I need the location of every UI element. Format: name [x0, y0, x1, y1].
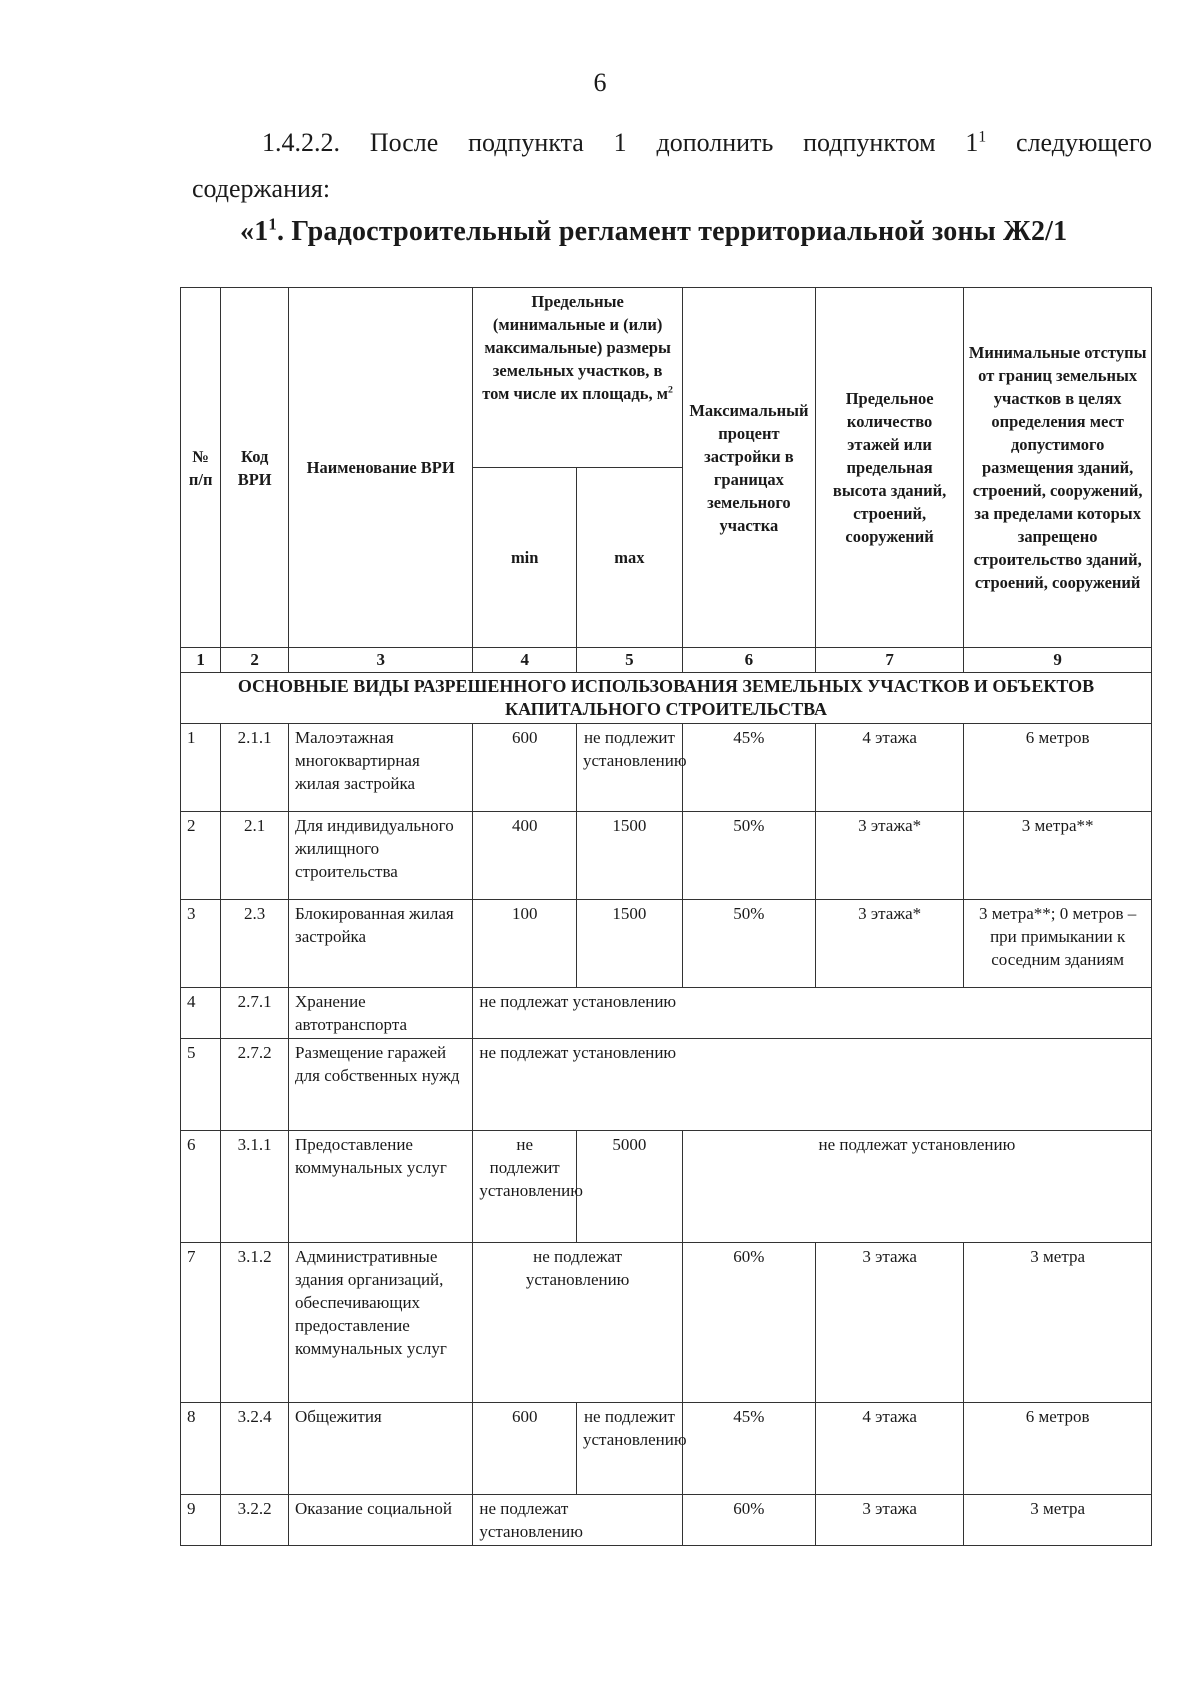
- row-code: 3.2.4: [221, 1403, 289, 1495]
- row-code: 2.7.1: [221, 988, 289, 1039]
- row-percent: 45%: [682, 724, 815, 812]
- row-setback: 6 метров: [964, 724, 1152, 812]
- row-floors: 4 этажа: [815, 724, 963, 812]
- row-name: Административные здания организаций, обеспечивающих предоставление коммунальных услуг: [289, 1243, 473, 1403]
- row-floors: 4 этажа: [815, 1403, 963, 1495]
- column-number: 9: [964, 648, 1152, 673]
- row-num: 4: [181, 988, 221, 1039]
- header-floors: Предельное количество этажей или предельная высота зданий, строений, сооружений: [815, 288, 963, 648]
- section-heading: «$1^1$. Градостроительный регламент территориальной зоны Ж2/1: [240, 214, 1068, 247]
- row-percent: 60%: [682, 1495, 815, 1546]
- row-floors: 3 этажа*: [815, 812, 963, 900]
- column-number: 1: [181, 648, 221, 673]
- row-floors: 3 этажа*: [815, 900, 963, 988]
- table-row: [181, 812, 1152, 900]
- intro-line-2: содержания:: [192, 174, 331, 203]
- row-num: 7: [181, 1243, 221, 1403]
- row-min: не подлежит установлению: [473, 1131, 577, 1243]
- page-number: 6: [593, 68, 607, 97]
- row-num: 2: [181, 812, 221, 900]
- row-name: Оказание социальной: [289, 1495, 473, 1546]
- intro-paragraph: [192, 120, 1152, 212]
- row-max: 1500: [577, 812, 683, 900]
- header-name: Наименование ВРИ: [289, 288, 473, 648]
- header-percent: Максимальный процент застройки в границах земельного участка: [682, 288, 815, 648]
- row-name: Предоставление коммунальных услуг: [289, 1131, 473, 1243]
- row-max: не подлежит установлению: [577, 724, 683, 812]
- row-min: 400: [473, 812, 577, 900]
- column-number: 3: [289, 648, 473, 673]
- header-code: Код ВРИ: [221, 288, 289, 648]
- row-min: 600: [473, 724, 577, 812]
- row-setback: 3 метра**: [964, 812, 1152, 900]
- row-code: 3.1.1: [221, 1131, 289, 1243]
- row-floors: 3 этажа: [815, 1495, 963, 1546]
- table-row: [181, 900, 1152, 988]
- column-number: 7: [815, 648, 963, 673]
- table-row: [181, 1243, 1152, 1403]
- row-name: Блокированная жилая застройка: [289, 900, 473, 988]
- row-code: 2.1: [221, 812, 289, 900]
- column-number: 4: [473, 648, 577, 673]
- row-max: 1500: [577, 900, 683, 988]
- row-name: Для индивидуального жилищного строительства: [289, 812, 473, 900]
- row-num: 9: [181, 1495, 221, 1546]
- table-row: [181, 1131, 1152, 1243]
- column-number-row: [181, 648, 1152, 673]
- row-floors: 3 этажа: [815, 1243, 963, 1403]
- row-num: 6: [181, 1131, 221, 1243]
- row-code: 2.3: [221, 900, 289, 988]
- column-number: 5: [577, 648, 683, 673]
- row-name: Общежития: [289, 1403, 473, 1495]
- row-minmax: не подлежат установлению: [473, 1243, 682, 1403]
- row-max: не подлежит установлению: [577, 1403, 683, 1495]
- row-setback: 3 метра: [964, 1495, 1152, 1546]
- header-size: Предельные (минимальные и (или) максимальные) размеры земельных участков, в том числе их площадь, $м^2$: [473, 288, 682, 468]
- row-num: 1: [181, 724, 221, 812]
- regulation-table: [180, 287, 1152, 1546]
- row-num: 8: [181, 1403, 221, 1495]
- section-title-row: [181, 673, 1152, 724]
- row-num: 3: [181, 900, 221, 988]
- row-name: Хранение автотранспорта: [289, 988, 473, 1039]
- row-merged-value: не подлежат установлению: [473, 988, 1152, 1039]
- intro-line-1: 1.4.2.2. После подпункта 1 дополнить подпунктом $1^1$ следующего: [262, 128, 1152, 157]
- row-percent: 50%: [682, 900, 815, 988]
- column-number: 2: [221, 648, 289, 673]
- row-code: 2.7.2: [221, 1039, 289, 1131]
- column-number: 6: [682, 648, 815, 673]
- row-min: 600: [473, 1403, 577, 1495]
- row-percent: 60%: [682, 1243, 815, 1403]
- header-row: [181, 288, 1152, 468]
- row-min: 100: [473, 900, 577, 988]
- header-num: № п/п: [181, 288, 221, 648]
- table-row: [181, 1495, 1152, 1546]
- table-row: [181, 724, 1152, 812]
- row-max: 5000: [577, 1131, 683, 1243]
- table-row: [181, 988, 1152, 1039]
- header-setback: Минимальные отступы от границ земельных участков в целях определения мест допустимого размещения зданий, строений, сооружений, за пределами которых запрещено строительство зданий, строений, сооружений: [964, 288, 1152, 648]
- row-num: 5: [181, 1039, 221, 1131]
- row-name: Малоэтажная многоквартирная жилая застройка: [289, 724, 473, 812]
- table-row: [181, 1403, 1152, 1495]
- header-min: min: [473, 468, 577, 648]
- row-name: Размещение гаражей для собственных нужд: [289, 1039, 473, 1131]
- table-row: [181, 1039, 1152, 1131]
- row-merged-value: не подлежат установлению: [473, 1039, 1152, 1131]
- row-setback: 3 метра**; 0 метров – при примыкании к соседним зданиям: [964, 900, 1152, 988]
- row-merged-value: не подлежат установлению: [682, 1131, 1151, 1243]
- row-percent: 50%: [682, 812, 815, 900]
- row-minmax: не подлежат установлению: [473, 1495, 682, 1546]
- row-percent: 45%: [682, 1403, 815, 1495]
- header-max: max: [577, 468, 683, 648]
- row-setback: 3 метра: [964, 1243, 1152, 1403]
- row-code: 3.2.2: [221, 1495, 289, 1546]
- row-code: 2.1.1: [221, 724, 289, 812]
- row-code: 3.1.2: [221, 1243, 289, 1403]
- section-title: ОСНОВНЫЕ ВИДЫ РАЗРЕШЕННОГО ИСПОЛЬЗОВАНИЯ ЗЕМЕЛЬНЫХ УЧАСТКОВ И ОБЪЕКТОВ КАПИТАЛЬНОГО СТРОИТЕЛЬСТВА: [181, 673, 1152, 724]
- row-setback: 6 метров: [964, 1403, 1152, 1495]
